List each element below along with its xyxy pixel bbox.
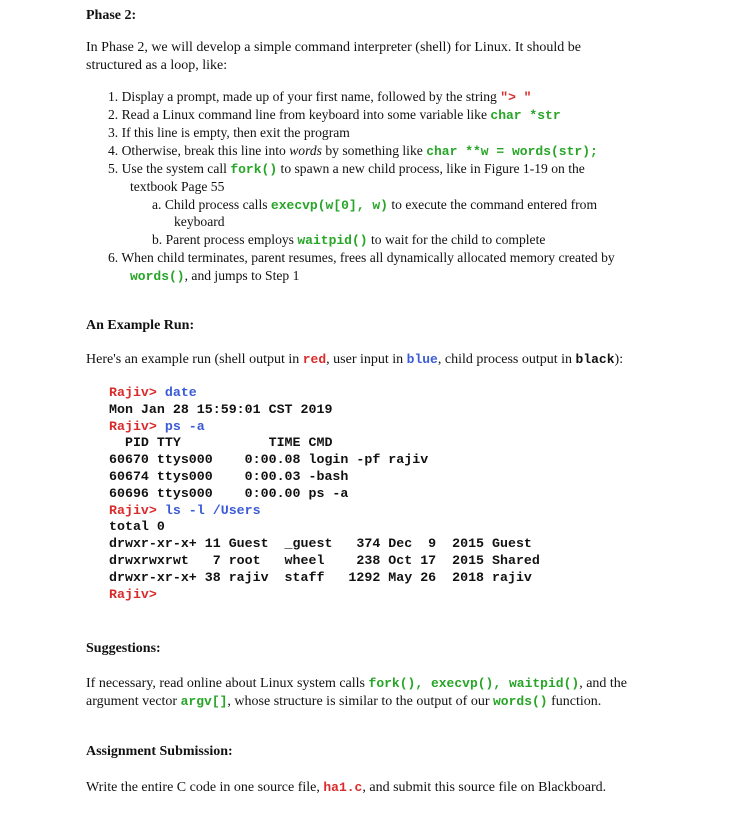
step-4: 4. Otherwise, break this line into words by something like char **w = words(str); <box>108 143 598 159</box>
intro-line-2: structured as a loop, like: <box>86 58 228 73</box>
fork-code: fork() <box>230 162 278 177</box>
child-output: 60674 ttys000 0:00.03 -bash <box>109 468 349 484</box>
child-output: drwxrwxrwt 7 root wheel 238 Oct 17 2015 Shared <box>109 552 540 568</box>
submission-text: Write the entire C code in one source file, ha1.c, and submit this source file on Blackboard. <box>86 780 607 795</box>
words-code: words() <box>130 269 185 284</box>
step-5: 5. Use the system call fork() to spawn a new child process, like in Figure 1-19 on the <box>108 161 585 177</box>
step-3: 3. If this line is empty, then exit the program <box>108 125 350 140</box>
user-command: ls -l /Users <box>164 502 261 518</box>
prompt-string-code: "> " <box>500 90 532 105</box>
child-output: 60696 ttys000 0:00.00 ps -a <box>109 485 349 501</box>
step-2: 2. Read a Linux command line from keyboard into some variable like char *str <box>108 107 561 123</box>
shell-prompt: Rajiv> <box>109 586 157 602</box>
step-6: 6. When child terminates, parent resumes, frees all dynamically allocated memory created by <box>108 250 615 265</box>
step-5-line-2: textbook Page 55 <box>130 179 225 194</box>
example-heading: An Example Run: <box>86 318 195 333</box>
phase-heading: Phase 2: <box>86 8 137 23</box>
suggestions-line-2: argument vector argv[], whose structure is similar to the output of our words() function. <box>86 694 602 709</box>
shell-prompt: Rajiv> <box>109 502 165 518</box>
user-command: ps -a <box>164 418 205 434</box>
child-output: total 0 <box>109 519 165 535</box>
user-command: date <box>164 385 197 400</box>
step-1: 1. Display a prompt, made up of your first name, followed by the string "> " <box>108 89 532 105</box>
submission-heading: Assignment Submission: <box>86 744 233 759</box>
shell-prompt: Rajiv> <box>109 418 165 434</box>
child-output: drwxr-xr-x+ 11 Guest _guest 374 Dec 9 2015 Guest <box>109 536 532 552</box>
step-5b: b. Parent process employs waitpid() to wait for the child to complete <box>152 232 546 248</box>
terminal-output <box>109 385 540 603</box>
child-output: PID TTY TIME CMD <box>109 435 333 451</box>
child-output: Mon Jan 28 15:59:01 CST 2019 <box>109 401 333 417</box>
words-call-code: char **w = words(str); <box>426 144 598 159</box>
suggestions-heading: Suggestions: <box>86 641 161 656</box>
step-5a-line-2: keyboard <box>174 214 225 229</box>
filename-code: ha1.c <box>323 780 363 795</box>
example-description: Here's an example run (shell output in red, user input in blue, child process output in black): <box>86 352 624 367</box>
char-str-code: char *str <box>490 108 561 123</box>
shell-prompt: Rajiv> <box>109 385 165 400</box>
child-output: drwxr-xr-x+ 38 rajiv staff 1292 May 26 2018 rajiv <box>109 569 532 585</box>
waitpid-code: waitpid() <box>297 233 368 248</box>
intro-line-1: In Phase 2, we will develop a simple command interpreter (shell) for Linux. It should be <box>86 40 581 55</box>
step-6-line-2: words(), and jumps to Step 1 <box>130 268 300 284</box>
suggestions-line-1: If necessary, read online about Linux system calls fork(), execvp(), waitpid(), and the <box>86 676 628 691</box>
child-output: 60670 ttys000 0:00.08 login -pf rajiv <box>109 452 429 468</box>
step-5a: a. Child process calls execvp(w[0], w) to execute the command entered from <box>152 197 598 213</box>
execvp-code: execvp(w[0], w) <box>270 198 388 213</box>
